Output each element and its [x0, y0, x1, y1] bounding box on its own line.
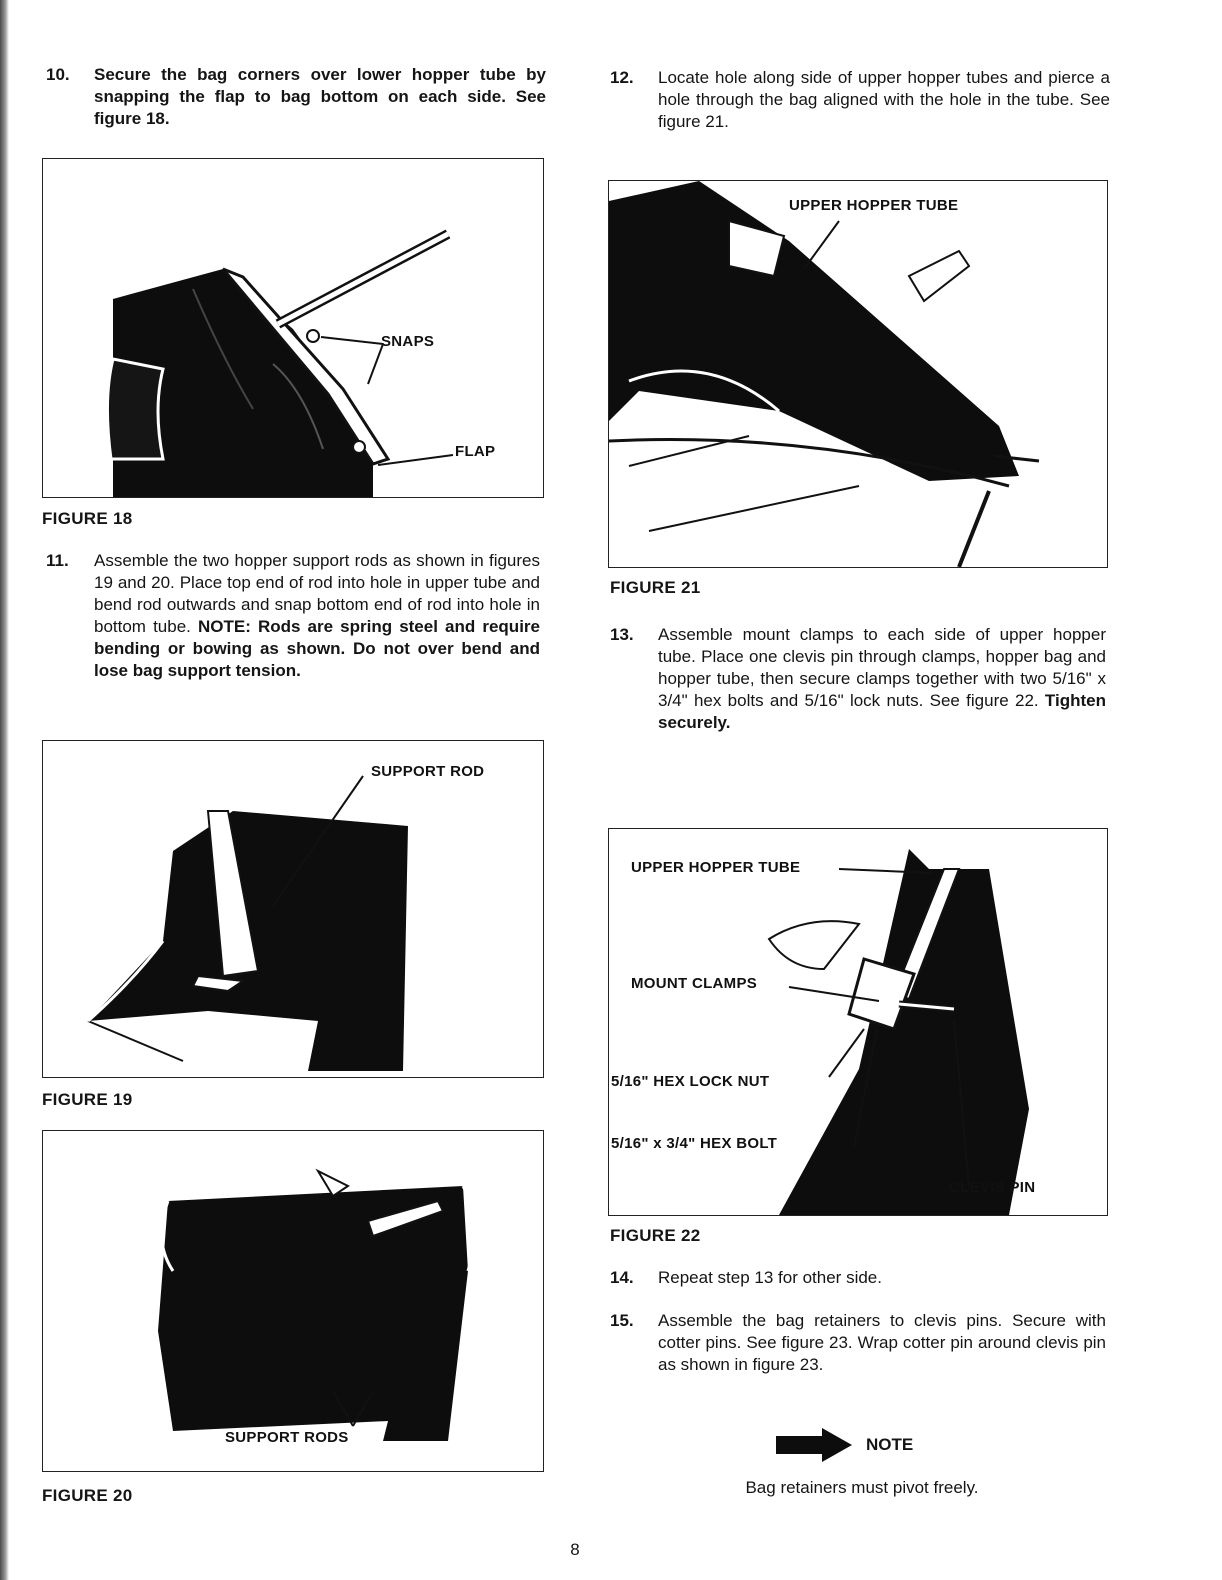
step-body: Assemble mount clamps to each side of upper hopper tube. Place one clevis pin through clamps, hopper bag and hopper tube, then secure clamps together with two 5/16" x 3/4" hex bolts and 5/16" lock nuts. See figure 22.: [658, 625, 1106, 710]
step-14: [610, 1267, 1106, 1289]
label-snaps: SNAPS: [381, 333, 435, 350]
step-text: [94, 550, 540, 682]
figure-22-illustration: [608, 828, 1108, 1216]
scan-edge: [0, 0, 9, 1580]
arrow-right-icon: [776, 1428, 852, 1462]
step-number: 15.: [610, 1311, 634, 1330]
note-label: NOTE: [866, 1435, 914, 1454]
step-text: Locate hole along side of upper hopper tubes and pierce a hole through the bag aligned with the hole in the tube. See figure 21.: [658, 68, 1110, 131]
figure-18-illustration: [42, 158, 544, 498]
label-flap: FLAP: [455, 443, 496, 460]
page-number: 8: [570, 1540, 580, 1559]
step-11: [46, 550, 540, 682]
label-mount-clamps: MOUNT CLAMPS: [631, 975, 758, 992]
note-text: Bag retainers must pivot freely.: [745, 1478, 979, 1497]
step-body: Assemble the two hopper support rods as shown in figures 19 and 20. Place top end of rod into hole in upper tube and bend rod outwards and snap bottom end of rod into hole in bottom tube.: [94, 551, 540, 636]
step-number: 13.: [610, 625, 634, 644]
step-note: NOTE: Rods are spring steel and require bending or bowing as shown. Do not over bend and lose bag support tension.: [94, 617, 540, 680]
step-12: [610, 67, 1110, 133]
note-callout: [776, 1428, 913, 1462]
step-number: 12.: [610, 68, 634, 87]
step-text: Secure the bag corners over lower hopper tube by snapping the flap to bag bottom on each side. See figure 18.: [94, 65, 546, 128]
figure-20-illustration: [42, 1130, 544, 1472]
label-upper-hopper-tube: UPPER HOPPER TUBE: [631, 859, 801, 876]
label-clevis-pin: CLEVIS PIN: [949, 1179, 1036, 1196]
label-support-rod: SUPPORT ROD: [371, 763, 485, 780]
step-text: [658, 624, 1106, 734]
step-13: [610, 624, 1106, 734]
label-hex-bolt: 5/16" x 3/4" HEX BOLT: [611, 1135, 778, 1152]
step-number: 10.: [46, 65, 70, 84]
step-15: [610, 1310, 1106, 1376]
figure-20-caption: FIGURE 20: [42, 1486, 133, 1505]
step-number: 14.: [610, 1268, 634, 1287]
step-number: 11.: [46, 551, 69, 570]
figure-21-illustration: [608, 180, 1108, 568]
figure-19-caption: FIGURE 19: [42, 1090, 133, 1109]
label-upper-hopper-tube: UPPER HOPPER TUBE: [789, 197, 959, 214]
figure-19-illustration: [42, 740, 544, 1078]
figure-22-caption: FIGURE 22: [610, 1226, 701, 1245]
label-hex-lock-nut: 5/16" HEX LOCK NUT: [611, 1073, 770, 1090]
figure-18-caption: FIGURE 18: [42, 509, 133, 528]
figure-21-caption: FIGURE 21: [610, 578, 701, 597]
step-text: Assemble the bag retainers to clevis pins. Secure with cotter pins. See figure 23. Wrap cotter pin around clevis pin as shown in figure 23.: [658, 1311, 1106, 1374]
label-support-rods: SUPPORT RODS: [225, 1429, 349, 1446]
step-10: [46, 64, 546, 130]
step-text: Repeat step 13 for other side.: [658, 1268, 882, 1287]
step-emphasis: Tighten securely.: [658, 691, 1106, 732]
